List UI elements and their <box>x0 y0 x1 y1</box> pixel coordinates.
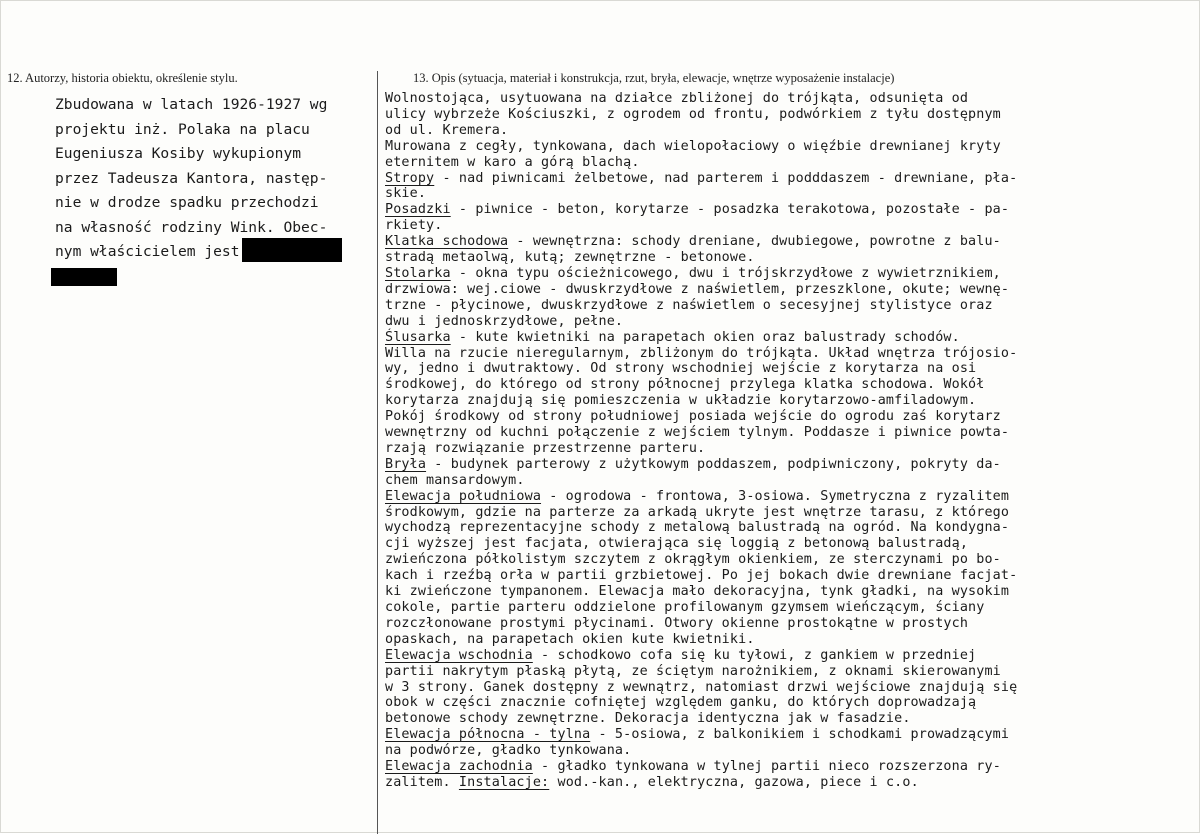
redaction-box <box>51 268 117 286</box>
description-line <box>385 155 1197 171</box>
description-text-run: na podwórze, gładko tynkowana. <box>385 743 632 759</box>
section-heading: Instalacje: <box>458 774 550 790</box>
description-line <box>385 505 1197 521</box>
description-text-run: środkowej, do którego od strony północnej przylega klatka schodowa. Wokół <box>385 377 985 393</box>
section-heading: Elewacja zachodnia <box>385 759 533 775</box>
history-line: nie w drodze spadku przechodzi <box>55 194 319 211</box>
description-line <box>385 695 1197 711</box>
description-text-run: rkiety. <box>385 218 443 234</box>
description-text-run: wewnętrzny od kuchni połączenie z wejściem tylnym. Poddasze i piwnice powta- <box>385 425 1010 441</box>
description-line <box>385 759 1197 775</box>
history-line-owner <box>55 240 373 265</box>
description-line <box>385 441 1197 457</box>
description-line <box>385 314 1197 330</box>
history-line-redacted <box>51 265 373 290</box>
description-line <box>385 457 1197 473</box>
description-text-run: - piwnice - beton, korytarze - posadzka terakotowa, pozostałe - pa- <box>450 202 1010 218</box>
description-line <box>385 775 1197 791</box>
description-text-run: partii nakrytym płaską płytą, ze ściętym narożnikiem, z oknami skierowanymi <box>385 663 1001 679</box>
description-text-run: ulicy wybrzeże Kościuszki, z ogrodem od frontu, podwórkiem z tyłu dostępnym <box>385 106 1001 122</box>
description-line <box>385 91 1197 107</box>
description-line <box>385 616 1197 632</box>
description-line <box>385 600 1197 616</box>
description-line <box>385 218 1197 234</box>
description-line <box>385 680 1197 696</box>
history-line: na własność rodziny Wink. Obec- <box>55 218 328 236</box>
description-text-run: obok w części znacznie cofniętej względem ganku, do których doprowadzają <box>385 695 977 711</box>
description-text-run: trzne - płycinowe, dwuskrzydłowe z naświetlem o secesyjnej stylistyce oraz <box>385 297 993 313</box>
description-text-run: rzają rozwiązanie przestrzenne parteru. <box>385 440 706 456</box>
description-text-run: Murowana z cegły, tynkowana, dach wielopołaciowy o więźbie drewnianej kryty <box>385 138 1001 154</box>
description-text-run: wychodzą reprezentacyjne schody z metalową balustradą na ogród. Na kondygna- <box>385 520 1010 536</box>
description-line <box>385 664 1197 680</box>
description-text-run: chem mansardowym. <box>385 472 525 488</box>
history-line: przez Tadeusza Kantora, następ- <box>55 169 328 187</box>
description-text-run: opaskach, na parapetach okien kute kwietniki. <box>385 631 755 647</box>
description-line <box>385 473 1197 489</box>
description-line <box>385 536 1197 552</box>
description-text-run: - schodkowo cofa się ku tyłowi, z gankiem w przedniej <box>532 647 977 663</box>
description-line <box>385 393 1197 409</box>
description-text-run: wy, jedno i dwutraktowy. Od strony wschodniej wejście z korytarza na osi <box>385 361 977 377</box>
description-text-run: korytarza znajdują się pomieszczenia w układzie korytarzowo-amfiladowym. <box>385 393 977 409</box>
description-text-run: dwu i jednoskrzydłowe, pełne. <box>385 313 624 329</box>
redaction-box <box>242 238 342 262</box>
description-text-run: drzwiowa: wej.ciowe - dwuskrzydłowe z naświetlem, przeszklone, okute; wewnę- <box>385 281 1010 297</box>
description-text-run: Willa na rzucie nieregularnym, zbliżonym do trójkąta. Układ wnętrza trójosio- <box>385 345 1018 361</box>
description-line <box>385 648 1197 664</box>
history-line: Eugeniusza Kosiby wykupionym <box>55 145 302 162</box>
section-heading: Elewacja północna - tylna <box>385 727 591 743</box>
description-line <box>385 123 1197 139</box>
description-line <box>385 632 1197 648</box>
section-heading: Elewacja południowa <box>385 488 542 504</box>
description-text-run: stradą metaolwą, kutą; zewnętrzne - betonowe. <box>385 250 755 266</box>
description-line <box>385 377 1197 393</box>
description-text-run: - ogrodowa - frontowa, 3-osiowa. Symetryczna z ryzalitem <box>541 488 1010 504</box>
history-line: Zbudowana w latach 1926-1927 wg <box>55 96 328 113</box>
description-line <box>385 727 1197 743</box>
section-heading: Klatka schodowa <box>385 234 509 250</box>
owner-label: nym właścicielem jest <box>55 243 240 260</box>
description-text-run: kach i rzeźbą orła w partii grzbietowej. Po jej bokach dwie drewniane facjat- <box>385 568 1018 584</box>
description-line <box>385 346 1197 362</box>
description-text-run: - 5-osiowa, z balkonikiem i schodkami prowadzącymi <box>590 727 1010 743</box>
section-heading: Elewacja wschodnia <box>385 647 533 663</box>
description-text-run: cokole, partie parteru oddzielone profilowanym gzymsem wieńczącym, ściany <box>385 600 985 615</box>
description-text-run: zwieńczona półkolistym szczytem z okrągłym okienkiem, ze sterczynami po bo- <box>385 552 1001 568</box>
description-line <box>385 711 1197 727</box>
description-text-run: od ul. Kremera. <box>385 122 509 138</box>
description-line <box>385 202 1197 218</box>
section-12-header: 12. Autorzy, historia obiektu, określenie stylu. <box>7 71 238 85</box>
description-line <box>385 266 1197 282</box>
description-text-run: eternitem w karo a górą blachą. <box>385 154 640 170</box>
description-line <box>385 425 1197 441</box>
description-line <box>385 298 1197 314</box>
description-text-run: Wolnostojąca, usytuowana na działce zbliżonej do trójkąta, odsunięta od <box>385 91 969 106</box>
description-line <box>385 234 1197 250</box>
description-line <box>385 186 1197 202</box>
section-heading: Ślusarka <box>385 329 451 345</box>
description-text-run: betonowe schody zewnętrzne. Dekoracja identyczna jak w fasadzie. <box>385 711 911 727</box>
description-line <box>385 584 1197 600</box>
description-line <box>385 409 1197 425</box>
description-text-run: wod.-kan., elektryczna, gazowa, piece i c.o. <box>549 774 919 790</box>
description-text-run: - nad piwnicami żelbetowe, nad parterem i podddaszem - drewniane, pła- <box>434 170 1018 186</box>
section-heading: Bryła <box>385 456 427 472</box>
description-line <box>385 520 1197 536</box>
description-text-run: ki zwieńczone tympanonem. Elewacja mało dekoracyjna, tynk gładki, na wysokim <box>385 584 1010 600</box>
description-line <box>385 282 1197 298</box>
description-line <box>385 743 1197 759</box>
section-heading: Stolarka <box>385 265 451 281</box>
description-text-run: - wewnętrzna: schody dreniane, dwubiegowe, powrotne z balu- <box>508 234 1001 250</box>
description-text-run: - kute kwietniki na parapetach okien oraz balustrady schodów. <box>450 329 960 345</box>
section-heading: Posadzki <box>385 202 451 218</box>
description-text <box>385 91 1197 791</box>
description-text-run: Pokój środkowy od strony południowej posiada wejście do ogrodu zaś korytarz <box>385 409 1001 425</box>
section-13-header: 13. Opis (sytuacja, materiał i konstrukcja, rzut, bryła, elewacje, wnętrze wyposażenie instalacje) <box>413 71 895 85</box>
description-text-run: - gładko tynkowana w tylnej partii nieco rozszerzona ry- <box>532 759 1001 775</box>
description-text-run: zalitem. <box>385 774 459 790</box>
description-line <box>385 107 1197 123</box>
description-line <box>385 489 1197 505</box>
description-line <box>385 552 1197 568</box>
description-text-run: - okna typu ościeżnicowego, dwu i trójskrzydłowe z wywietrznikiem, <box>450 265 1001 281</box>
description-line <box>385 330 1197 346</box>
description-line <box>385 568 1197 584</box>
description-line <box>385 250 1197 266</box>
description-text-run: środkowym, gdzie na parterze za arkadą ukryte jest wnętrze tarasu, z którego <box>385 504 1010 520</box>
column-divider <box>377 71 378 834</box>
description-text-run: skie. <box>385 186 427 202</box>
history-text <box>55 93 373 289</box>
description-line <box>385 361 1197 377</box>
history-line: projektu inż. Polaka na placu <box>55 120 310 138</box>
description-line <box>385 171 1197 187</box>
description-text-run: w 3 strony. Ganek dostępny z wewnątrz, natomiast drzwi wejściowe znajdują się <box>385 679 1018 695</box>
description-line <box>385 139 1197 155</box>
section-heading: Stropy <box>385 170 435 186</box>
description-text-run: - budynek parterowy z użytkowym poddaszem, podpiwniczony, pokryty da- <box>426 456 1001 472</box>
description-text-run: cji wyższej jest facjata, otwierająca się loggią z betonową balustradą, <box>385 536 969 552</box>
description-text-run: rozczłonowane prostymi płycinami. Otwory okienne prostokątne w prostych <box>385 615 969 631</box>
